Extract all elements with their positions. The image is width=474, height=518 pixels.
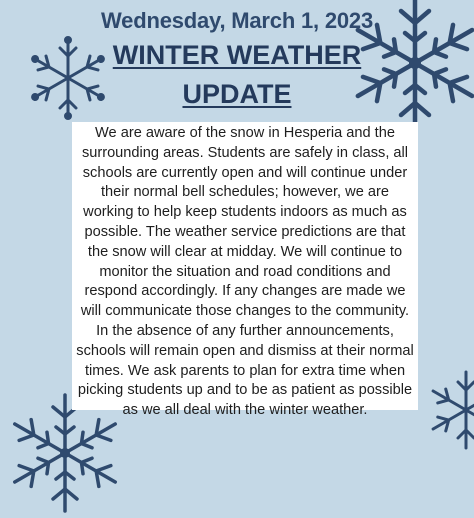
announcement-date: Wednesday, March 1, 2023 [101,8,373,33]
announcement-body: We are aware of the snow in Hesperia and the surrounding areas. Students are safely in class, all schools are currently open and will continue under their normal bell schedules; however, we are working to help keep students indoors as much as possible. The weather service predictions are that the snow will clear at midday. We will continue to monitor the situation and road conditions and respond accordingly. If any changes are made we will communicate those changes to the community. In the absence of any further announcements, schools will remain open and dismiss at their normal times. We ask parents to plan for extra time when picking students up and to be as patient as possible as we all deal with the winter weather. [76,125,414,419]
page-title-line2: UPDATE [182,79,292,109]
announcement-panel [72,122,418,419]
snowflake-icon [424,368,474,452]
page-title-line1: WINTER WEATHER [112,40,362,70]
